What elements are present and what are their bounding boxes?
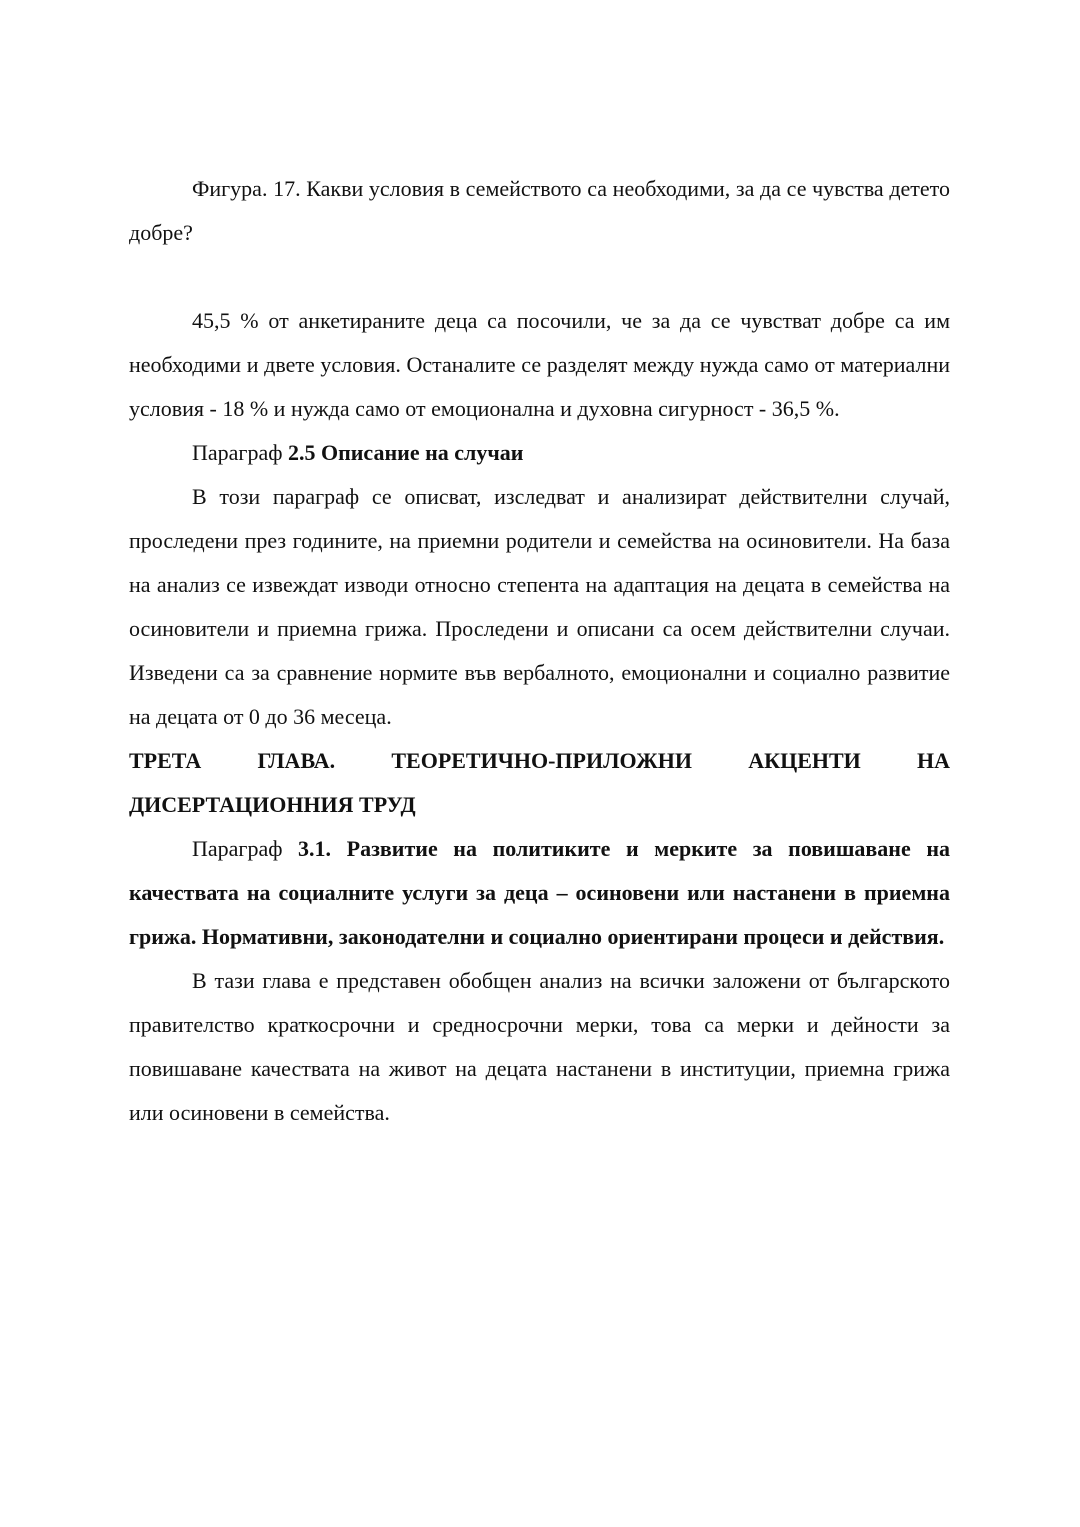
section-3-1-paragraph: В тази глава е представен обобщен анализ на всички заложени от българското правителство краткосрочни и средносрочни мерки, това са мерки и дейности за повишаване качествата на живот на децата настанени в институции, приемна грижа или осиновени в семейства.: [129, 968, 950, 1125]
section-2-5-prefix: Параграф: [192, 440, 288, 465]
section-3-1-prefix: Параграф: [192, 836, 299, 861]
figure-caption: Фигура. 17. Какви условия в семейството са необходими, за да се чувства детето добре?: [129, 176, 950, 245]
chapter-title: ТРЕТА ГЛАВА. ТЕОРЕТИЧНО-ПРИЛОЖНИ АКЦЕНТИ НА ДИСЕРТАЦИОННИЯ ТРУД: [129, 748, 950, 817]
section-2-5-paragraph: В този параграф се описват, изследват и анализират действителни случай, проследени през годините, на приемни родители и семейства на осиновители. На база на анализ се извеждат изводи относно степента на адаптация на децата в семейства на осиновители и приемна грижа. Проследени и описани са осем действителни случаи. Изведени са за сравнение нормите във вербалното, емоционални и социално развитие на децата от 0 до 36 месеца.: [129, 484, 950, 729]
section-3-1-title: 3.1. Развитие на политиките и мерките за повишаване на качествата на социалните услуги за деца – осиновени или настанени в приемна грижа. Нормативни, законодателни и социално ориентирани процеси и действия.: [129, 836, 950, 949]
section-2-5-heading: [129, 431, 950, 475]
document-page: [129, 167, 950, 1135]
results-paragraph: 45,5 % от анкетираните деца са посочили, че за да се чувстват добре са им необходими и двете условия. Останалите се разделят между нужда само от материални условия - 18 % и нужда само от емоционална и духовна сигурност - 36,5 %.: [129, 308, 950, 421]
section-3-1-heading: [129, 827, 950, 959]
section-2-5-title: 2.5 Описание на случаи: [287, 440, 524, 465]
